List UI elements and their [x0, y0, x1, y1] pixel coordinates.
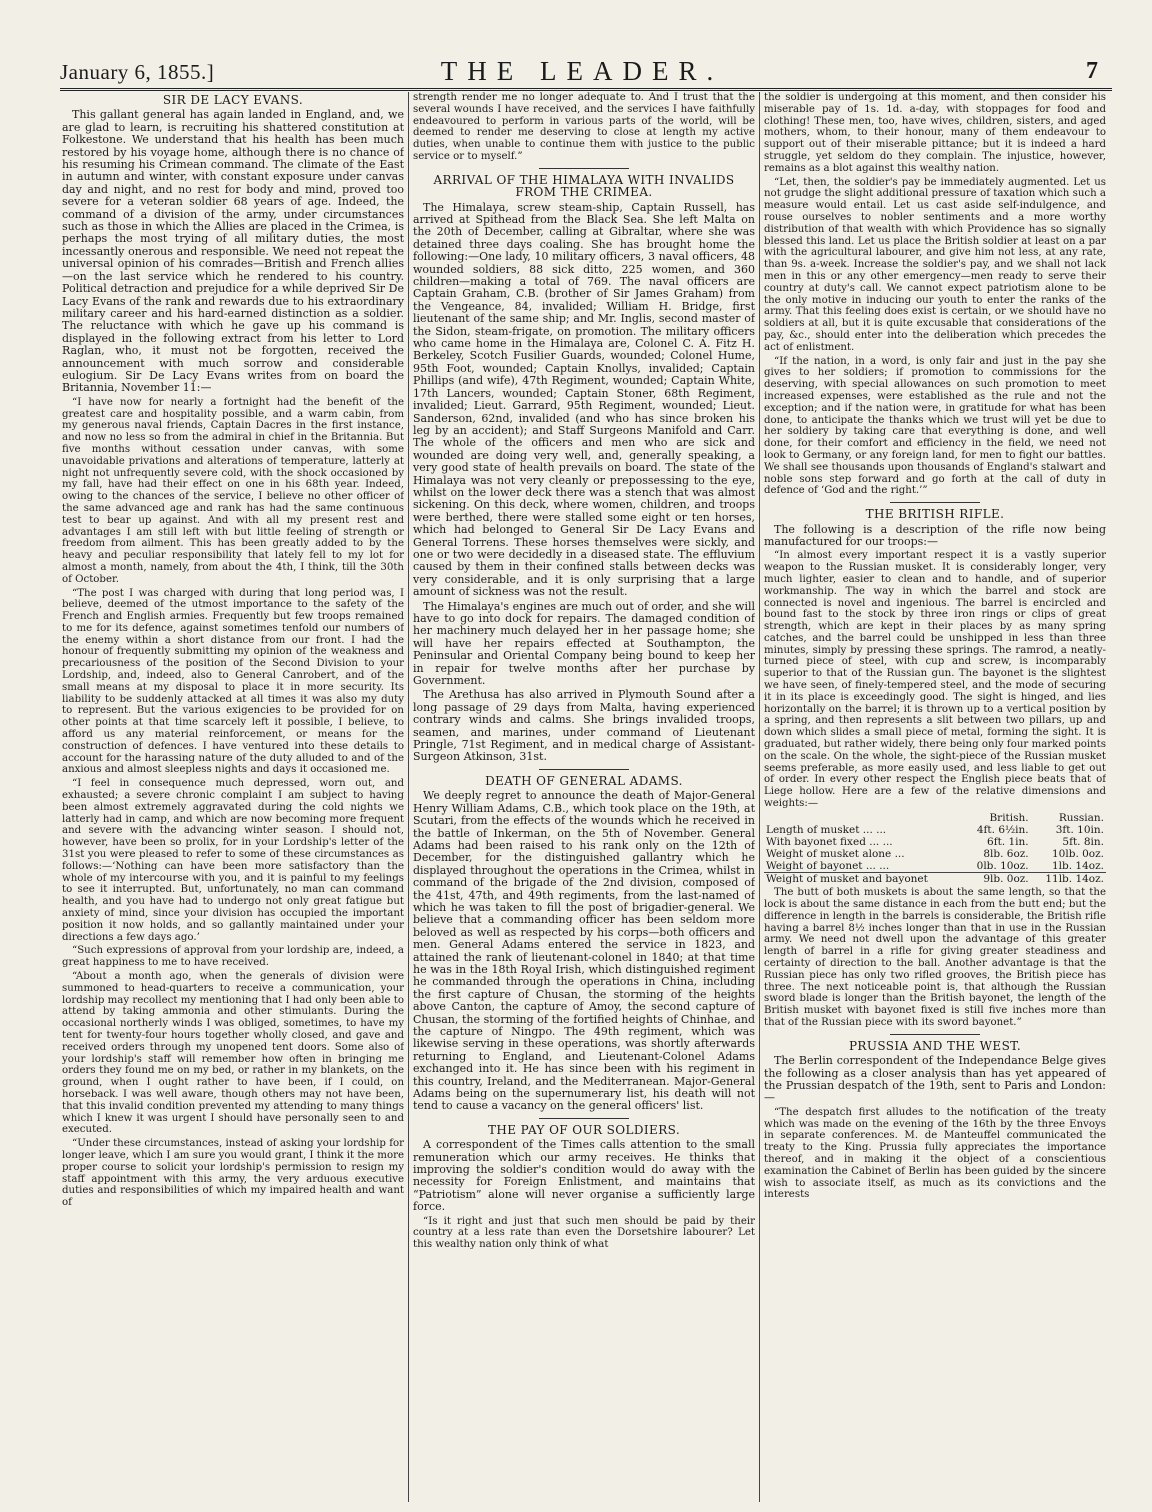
russian-value: 11lb. 14oz.	[1031, 873, 1106, 886]
letter-paragraph: the soldier is undergoing at this moment, and then consider his miserable pay of 1s. 1d. a-day, with stoppages for food and clothing! These men, too, have wives, children, sisters, and aged mothers, whom, to their honour, many of them endeavour to support out of their miserable pittance; but it is indeed a hard struggle, yet seldom do they complain. The injustice, however, remains as a blot against this wealthy nation.	[764, 92, 1106, 174]
table-row	[764, 836, 1106, 848]
article-paragraph: This gallant general has again landed in England, and, we are glad to learn, is recruiting his shattered constitution at Folkestone. We understand that his health has been much restored by his voyage home, although there is no chance of his resuming his Crimean command. The climate of the East in autumn and winter, with constant exposure under canvas day and night, and no rest for body and mind, proved too severe for a veteran soldier 68 years of age. Indeed, the command of a division of the army, under circumstances such as those in which the Allies are placed in the Crimea, is perhaps the most trying of all military duties, the most incessantly onerous and responsible. We need not repeat the universal opinion of his comrades—British and French allies—on the last service which he rendered to his country. Political detraction and prejudice for a while deprived Sir De Lacy Evans of the rank and rewards due to his extraordinary military career and his hard-earned distinction as a soldier. The reluctance with which he gave up his command is displayed in the following extract from his letter to Lord Raglan, who, it must not be forgotten, received the announcement with much sorrow and considerable eulogium. Sir De Lacy Evans writes from on board the Britannia, November 11:—	[62, 108, 404, 395]
page-number: 7	[1086, 58, 1098, 84]
article-paragraph: The Himalaya, screw steam-ship, Captain Russell, has arrived at Spithead from the Black Sea. She left Malta on the 20th of December, calling at Gibraltar, where she was detained three days coaling. She has brought home the following:—One lady, 10 military officers, 3 naval officers, 48 wounded soldiers, 88 sick ditto, 225 women, and 360 children—making a total of 769. The naval officers are Captain Graham, C.B. (brother of Sir James Graham) from the Vengeance, 84, invalided; William H. Bridge, first lieutenant of the same ship; and Mr. Inglis, second master of the Sidon, steam-frigate, on promotion. The military officers who came home in the Himalaya are, Colonel C. A. Fitz H. Berkeley, Scotch Fusilier Guards, wounded; Colonel Hume, 95th Foot, wounded; Captain Knollys, invalided; Captain Phillips (and wife), 47th Regiment, wounded; Captain White, 17th Lancers, wounded; Captain Stoner, 68th Regiment, invalided; Lieut. Garrard, 95th Regiment, wounded; Lieut. Sanderson, 62nd, invalided (and who has since broken his leg by an accident); and Staff Surgeons Manifold and Carr. The whole of the officers and men who are sick and wounded are doing very well, and, generally speaking, a very good state of health prevails on board. The state of the Himalaya was not very cleanly or prepossessing to the eye, whilst on the lower deck there was a stench that was almost sickening. On this deck, where women, children, and troops were berthed, there were stalled some eight or ten horses, which had belonged to General Sir De Lacy Evans and General Torrens. These horses themselves were sickly, and one or two were decidedly in a diseased state. The effluvium caused by them in their confined stalls between decks was very considerable, and it is only surprising that a large amount of sickness was not the result.	[413, 200, 755, 599]
table-total-row	[764, 873, 1106, 886]
row-label: Length of musket ... ...	[766, 824, 887, 837]
column-3	[764, 92, 1106, 1502]
british-value: 0lb. 10oz.	[976, 860, 1029, 873]
column-divider	[759, 92, 760, 1502]
british-value: 8lb. 6oz.	[983, 848, 1029, 861]
header-rule	[60, 88, 1112, 91]
section-rule	[539, 1118, 629, 1119]
table-row	[764, 860, 1106, 873]
article-paragraph: A correspondent of the Times calls attention to the small remuneration which our army receives. He thinks that improving the soldier's condition would do away with the necessity for Foreign Enlistment, and maintains that “Patriotism” alone will never organise a sufficiently large force.	[413, 1138, 755, 1214]
letter-paragraph: “The despatch first alludes to the notification of the treaty which was made on the evening of the 16th by the three Envoys in separate conferences. M. de Manteuffel communicated the treaty to the King. Prussia fully appreciates the importance thereof, and in making it the object of a conscientious examination the Cabinet of Berlin has been guided by the sincere wish to associate itself, as much as its convictions and the interests	[764, 1106, 1106, 1201]
article-paragraph: The Arethusa has also arrived in Plymouth Sound after a long passage of 29 days from Malta, having experienced contrary winds and calms. She brings invalided troops, seamen, and marines, under command of Lieutenant Pringle, 71st Regiment, and in medical charge of Assistant-Surgeon Atkinson, 31st.	[413, 688, 755, 764]
table-header-row	[764, 812, 1106, 824]
column-divider	[408, 92, 409, 1502]
letter-paragraph: strength render me no longer adequate to. And I trust that the several wounds I have received, and the services I have faithfully endeavoured to perform in various parts of the world, will be deemed to render me deserving to close at length my active duties, when unable to continue them with justice to the public service or to myself.”	[413, 92, 755, 162]
british-value: 6ft. 1in.	[987, 836, 1029, 849]
row-label: Weight of musket alone ...	[766, 848, 905, 861]
article-paragraph: The Himalaya's engines are much out of order, and she will have to go into dock for repairs. The damaged condition of her machinery much delayed her in her passage home; she will have her repairs effected at Southampton, the Peninsular and Oriental Company being bound to keep her in repair for twelve months after her purchase by Government.	[413, 599, 755, 688]
letter-paragraph: The butt of both muskets is about the same length, so that the lock is about the same distance in each from the butt end; but the difference in length in the barrels is considerable, the British rifle having a barrel 8½ inches longer than that in use in the Russian army. We need not dwell upon the advantage of this greater length of barrel in a rifle for giving greater steadiness and certainty of direction to the ball. Another advantage is that the Russian piece has only two rifled grooves, the British piece has three. The next noticeable point is, that although the Russian sword blade is longer than the British bayonet, the length of the British musket with bayonet fixed is still five inches more than that of the Russian piece with its sword bayonet.”	[764, 887, 1106, 1029]
column-1	[62, 92, 404, 1502]
row-label: Weight of musket and bayonet	[764, 873, 963, 886]
table-row	[764, 824, 1106, 836]
letter-paragraph: “In almost every important respect it is a vastly superior weapon to the Russian musket. It is considerably longer, very much lighter, easier to clean and to handle, and of superior workmanship. The way in which the barrel and stock are connected is novel and ingenious. The barrel is encircled and bound fast to the stock by three iron rings or clips of great strength, which are kept in their places by as many spring catches, and the barrel could be unshipped in less than three minutes, simply by pressing these springs. The ramrod, a neatly-turned piece of steel, with cup and screw, is incomparably superior to that of the Russian gun. The bayonet is the slightest we have seen, of finely-tempered steel, and the mode of securing it in its place is exceedingly good. The sight is hinged, and lies horizontally on the barrel; it is thrown up to a vertical position by a spring, and then represents a slit between two pillars, up and down which slides a small piece of metal, forming the sight. It is graduated, but rather widely, there being only four marked points on the scale. On the whole, the sight-piece of the Russian musket seems preferable, as more easily used, and less liable to get out of order. In every other respect the English piece beats that of Liege hollow. Here are a few of the relative dimensions and weights:—	[764, 550, 1106, 810]
section-rule	[539, 769, 629, 770]
row-label: Weight of bayonet ... ...	[766, 860, 890, 873]
letter-paragraph: “Such expressions of approval from your lordship are, indeed, a great happiness to me to have received.	[62, 945, 404, 969]
letter-paragraph: “Let, then, the soldier's pay be immediately augmented. Let us not grudge the slight additional pressure of taxation which such a measure would entail. Let us cast aside self-indulgence, and rouse ourselves to nobler sentiments and a more worthy distribution of that wealth with which Providence has so signally blessed this land. Let us place the British soldier at least on a par with the agricultural labourer, and give him not less, at any rate, than 9s. a-week. Increase the soldier's pay, and we shall not lack men in this or any other emergency—men ready to serve their country at duty's call. We cannot expect patriotism alone to be the only motive in inducing our youth to enter the ranks of the army. That this feeling does exist is certain, or we should have no soldiers at all, but it is quite excusable that considerations of the pay, &c., should enter into the deliberation which precedes the act of enlistment.	[764, 176, 1106, 353]
table-row	[764, 848, 1106, 860]
column-header-russian: Russian.	[1058, 811, 1104, 824]
british-value: 9lb. 0oz.	[963, 873, 1030, 886]
article-paragraph: The following is a description of the rifle now being manufactured for our troops:—	[764, 522, 1106, 548]
section-rule	[539, 168, 629, 169]
russian-value: 5ft. 8in.	[1062, 836, 1104, 849]
letter-paragraph: “About a month ago, when the generals of division were summoned to head-quarters to receive a communication, your lordship may recollect my mentioning that I had only been able to attend by taking ammonia and other stimulants. During the occasional northerly winds I was obliged, sometimes, to have my tent for twenty-four hours together wholly closed, and gave and received orders through my unopened tent doors. Some also of your lordship's staff will remember how often in bringing me orders they found me on my bed, or rather in my blankets, on the ground, when I ought rather to have been, if I could, on horseback. I was well aware, though others may not have been, that this invalid condition prevented my attending to many things which I knew it was urgent I should have personally seen to and executed.	[62, 971, 404, 1136]
section-rule	[890, 1034, 980, 1035]
article-heading: THE BRITISH RIFLE.	[865, 507, 1005, 522]
letter-paragraph: “Under these circumstances, instead of asking your lordship for longer leave, which I am sure you would grant, I think it the more proper course to solicit your lordship's permission to resign my staff appointment with this army, the very arduous executive duties and responsibilities of which my impaired health and want of	[62, 1138, 404, 1209]
column-header-british: British.	[989, 811, 1029, 824]
row-label: With bayonet fixed ... ...	[766, 836, 893, 849]
russian-value: 1lb. 14oz.	[1052, 860, 1104, 873]
article-heading: DEATH OF GENERAL ADAMS.	[485, 773, 683, 788]
article-paragraph: We deeply regret to announce the death of Major-General Henry William Adams, C.B., which took place on the 19th, at Scutari, from the effects of the wounds which he received in the battle of Inkerman, on the 5th of November. General Adams had been raised to his rank only on the 12th of December, for the distinguished gallantry which he displayed throughout the operations in the Crimea, whilst in command of the brigade of the 2nd division, composed of the 41st, 47th, and 49th regiments, from the last-named of which he was taken to fill the post of brigadier-general. We believe that a commanding officer has been seldom more beloved as well as respected by his corps—both officers and men. General Adams entered the service in 1823, and attained the rank of lieutenant-colonel in 1840; at that time he was in the 18th Royal Irish, which distinguished regiment he commanded through the operations in China, including the first capture of Chusan, the storming of the heights above Canton, the capture of Amoy, the second capture of Chusan, the storming of the fortified heights of Chinhae, and the capture of Ningpo. The 49th regiment, which was likewise serving in these operations, was shortly afterwards returning to England, and Lieutenant-Colonel Adams exchanged into it. He has since been with his regiment in this country, Ireland, and the Mediterranean. Major-General Adams being on the supernumerary list, his death will not tend to cause a vacancy on the general officers' list.	[413, 789, 755, 1113]
letter-paragraph: “The post I was charged with during that long period was, I believe, deemed of the utmost importance to the safety of the French and English armies. Frequently but few troops remained to me for its defence, against sometimes tenfold our numbers of the enemy within a short distance from our front. I had the honour of frequently submitting my opinion of the weakness and precariousness of the position of the Second Division to your Lordship, and, indeed, also to General Canrobert, and of the small means at my disposal to place it in more security. Its liability to be suddenly attacked at all times it was also my duty to represent. But the various exigencies to be provided for on other points at that time scarcely left it possible, I believe, to afford us any material reinforcement, or means for the construction of defences. I have ventured into these details to account for the harassing nature of the duty alluded to and of the anxious and almost sleepless nights and days it occasioned me.	[62, 587, 404, 776]
article-heading: SIR DE LACY EVANS.	[162, 93, 304, 107]
issue-date: January 6, 1855.]	[60, 60, 215, 84]
rifle-dimensions-table	[764, 812, 1106, 885]
letter-paragraph: “Is it right and just that such men should be paid by their country at a less rate than even the Dorsetshire labourer? Let this wealthy nation only think of what	[413, 1215, 755, 1251]
section-rule	[890, 502, 980, 503]
article-heading: PRUSSIA AND THE WEST.	[848, 1038, 1022, 1053]
russian-value: 10lb. 0oz.	[1052, 848, 1104, 861]
letter-paragraph: “I have now for nearly a fortnight had the benefit of the greatest care and hospitality possible, and a warm cabin, from my generous naval friends, Captain Dacres in the first instance, and now no less so from the admiral in chief in the Britannia. But five months without cessation under canvas, with some unavoidable privations and alterations of temperature, latterly at night not unfrequently severe cold, with the shock occasioned by my fall, have had their effect on one in his 68th year. Indeed, owing to the chances of the service, I believe no other officer of the same advanced age and rank has had the same continuous test to bear up against. And with all my present rest and advantages I am still left with but little feeling of strength or freedom from ailment. This has been greatly added to by the heavy and peculiar responsibility that lately fell to my lot for almost a month, namely, from about the 4th, I think, till the 30th of October.	[62, 396, 404, 585]
russian-value: 3ft. 10in.	[1055, 824, 1104, 837]
column-2	[413, 92, 755, 1502]
letter-paragraph: “If the nation, in a word, is only fair and just in the pay she gives to her soldiers; if promotion to commissions for the deserving, with special allowances on such promotion to meet increased expenses, were established as the rule and not the exception; and if the nation were, in gratitude for what has been done, to anticipate the thanks which we trust will yet be due to her soldiery by taking care that everything is done, and well done, for their comfort and efficiency in the field, we need not look to Germany, or any foreign land, for men to fight our battles. We shall see thousands upon thousands of England's stalwart and noble sons step forward and go forth at the call of duty in defence of ‘God and the right.’”	[764, 355, 1106, 497]
article-heading: THE PAY OF OUR SOLDIERS.	[487, 1122, 681, 1137]
british-value: 4ft. 6½in.	[976, 824, 1029, 837]
masthead-title: THE LEADER.	[440, 56, 724, 86]
letter-paragraph: “I feel in consequence much depressed, worn out, and exhausted; a severe chronic complaint I am subject to having been almost extremely aggravated during the cold nights we latterly had in camp, and which are now becoming more frequent and severe with the advancing winter season. I should not, however, have been so prolix, for in your Lordship's letter of the 31st you were pleased to refer to some of these circumstances as follows:—‘Nothing can have been more satisfactory than the whole of my intercourse with you, and it is painful to my feelings to see it interrupted. But, unfortunately, no man can command health, and you have had to undergo not only great fatigue but anxiety of mind, since your division has occupied the important position it now holds, and so gallantly maintained under your directions a few days ago.’	[62, 778, 404, 943]
article-paragraph: The Berlin correspondent of the Independance Belge gives the following as a closer analysis than has yet appeared of the Prussian despatch of the 19th, sent to Paris and London:—	[764, 1054, 1106, 1105]
article-heading: ARRIVAL OF THE HIMALAYA WITH INVALIDS FROM THE CRIMEA.	[433, 172, 735, 200]
page-header	[60, 52, 1104, 92]
